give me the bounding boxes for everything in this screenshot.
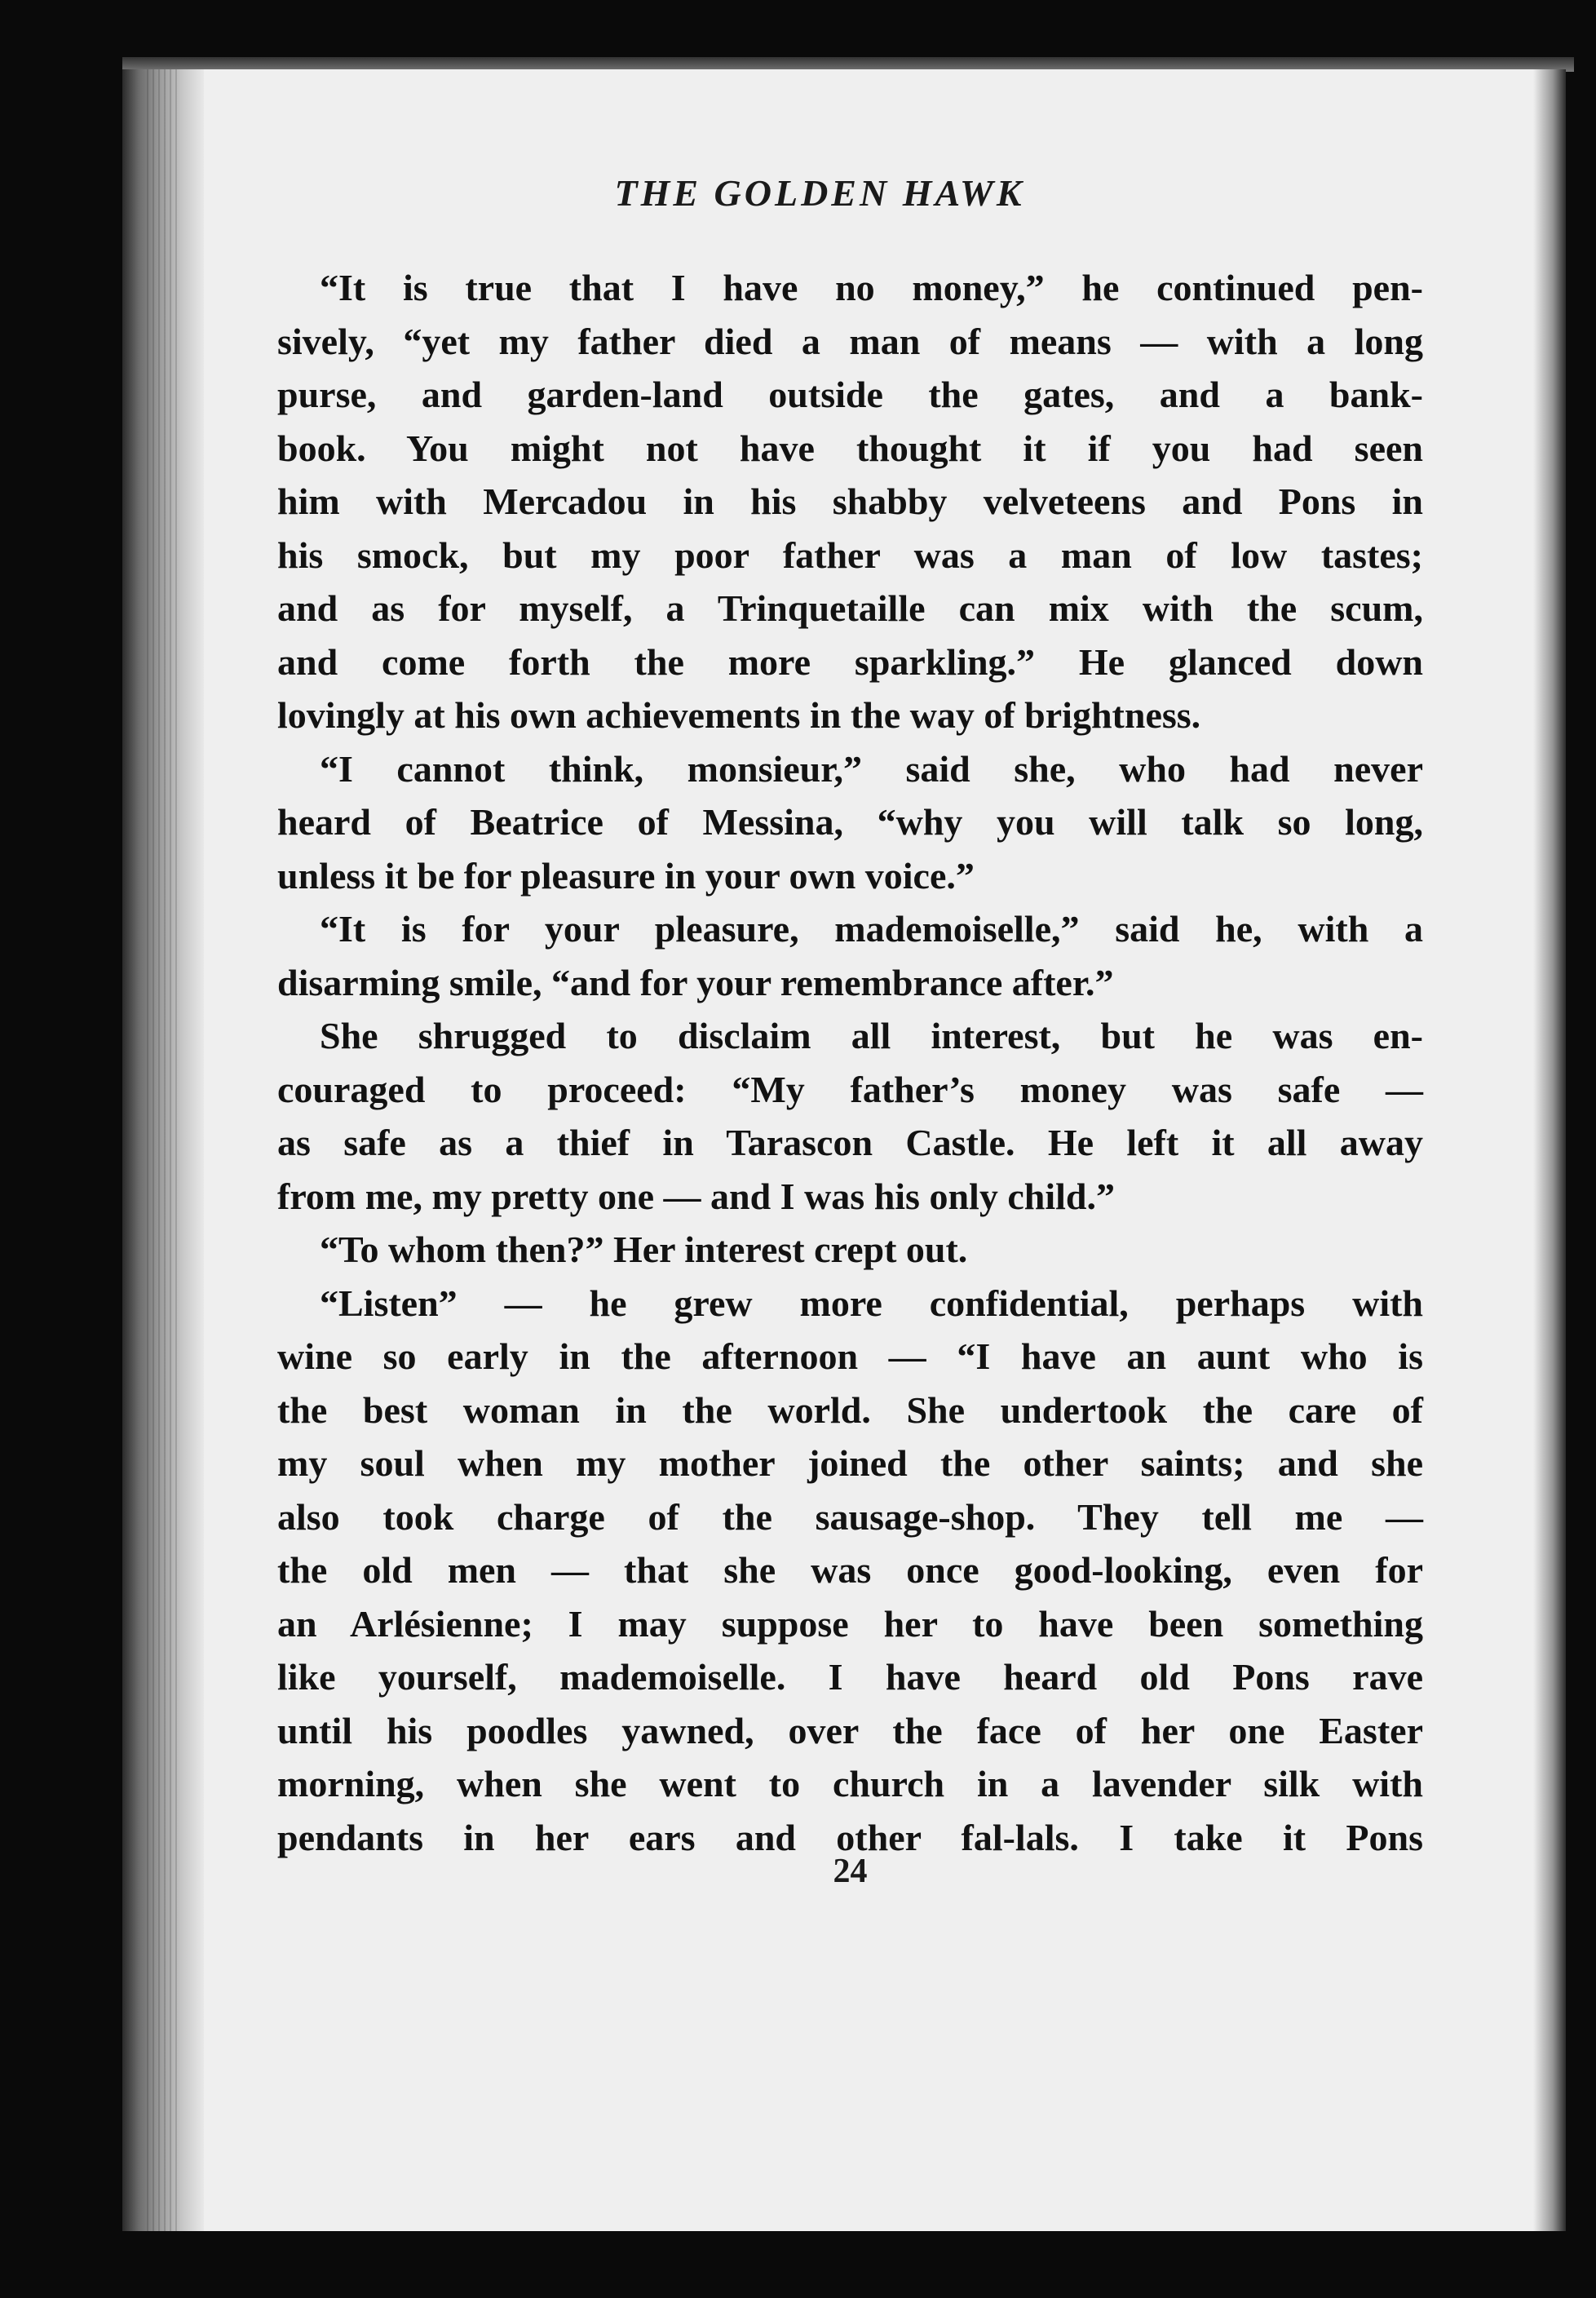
text-line: heard of Beatrice of Messina, “why you will talk so long,: [277, 801, 1423, 843]
page-number: 24: [833, 1853, 868, 1890]
text-line: the old men — that she was once good-looking, even for: [277, 1549, 1423, 1591]
text-line: She shrugged to disclaim all interest, but he was en-: [320, 1015, 1423, 1056]
text-line: “Listen” — he grew more confidential, perhaps with: [320, 1282, 1423, 1324]
text-line: couraged to proceed: “My father’s money was safe —: [277, 1068, 1423, 1110]
text-line: also took charge of the sausage-shop. They tell me —: [277, 1495, 1423, 1538]
text-line: unless it be for pleasure in your own voice.”: [277, 854, 975, 897]
text-line: lovingly at his own achievements in the way of brightness.: [277, 694, 1201, 736]
text-line: him with Mercadou in his shabby velveteens and Pons in: [277, 480, 1423, 522]
running-head: THE GOLDEN HAWK: [614, 172, 1025, 214]
text-line: and come forth the more sparkling.” He glanced down: [277, 640, 1423, 683]
text-line: disarming smile, “and for your remembrance after.”: [277, 961, 1114, 1003]
body-text: [277, 261, 1423, 1864]
text-line: morning, when she went to church in a lavender silk with: [277, 1763, 1423, 1804]
text-line: wine so early in the afternoon — “I have an aunt who is: [277, 1335, 1423, 1377]
text-line: “It is for your pleasure, mademoiselle,” said he, with a: [320, 908, 1423, 950]
text-line: as safe as a thief in Tarascon Castle. He left it all away: [277, 1122, 1423, 1163]
text-line: sively, “yet my father died a man of means — with a long: [277, 320, 1423, 362]
text-line: like yourself, mademoiselle. I have heard old Pons rave: [277, 1656, 1423, 1698]
text-line: my soul when my mother joined the other saints; and she: [277, 1442, 1423, 1484]
text-line: “To whom then?” Her interest crept out.: [320, 1229, 968, 1270]
text-line: an Arlésienne; I may suppose her to have been something: [277, 1602, 1423, 1645]
text-line: pendants in her ears and other fal-lals. I take it Pons: [277, 1816, 1423, 1858]
text-line: “It is true that I have no money,” he continued pen-: [320, 267, 1423, 308]
text-line: and as for myself, a Trinquetaille can mix with the scum,: [277, 587, 1423, 629]
text-line: book. You might not have thought it if you had seen: [277, 427, 1423, 469]
page-right-edge: [1533, 69, 1566, 2231]
text-line: until his poodles yawned, over the face of her one Easter: [277, 1709, 1423, 1751]
text-line: “I cannot think, monsieur,” said she, who had never: [320, 747, 1423, 790]
text-line: his smock, but my poor father was a man of low tastes;: [277, 534, 1423, 576]
text-line: purse, and garden-land outside the gates, and a bank-: [277, 374, 1423, 415]
gutter-texture: [147, 69, 179, 2231]
text-line: from me, my pretty one — and I was his only child.”: [277, 1175, 1115, 1217]
text-line: the best woman in the world. She undertook the care of: [277, 1388, 1423, 1431]
